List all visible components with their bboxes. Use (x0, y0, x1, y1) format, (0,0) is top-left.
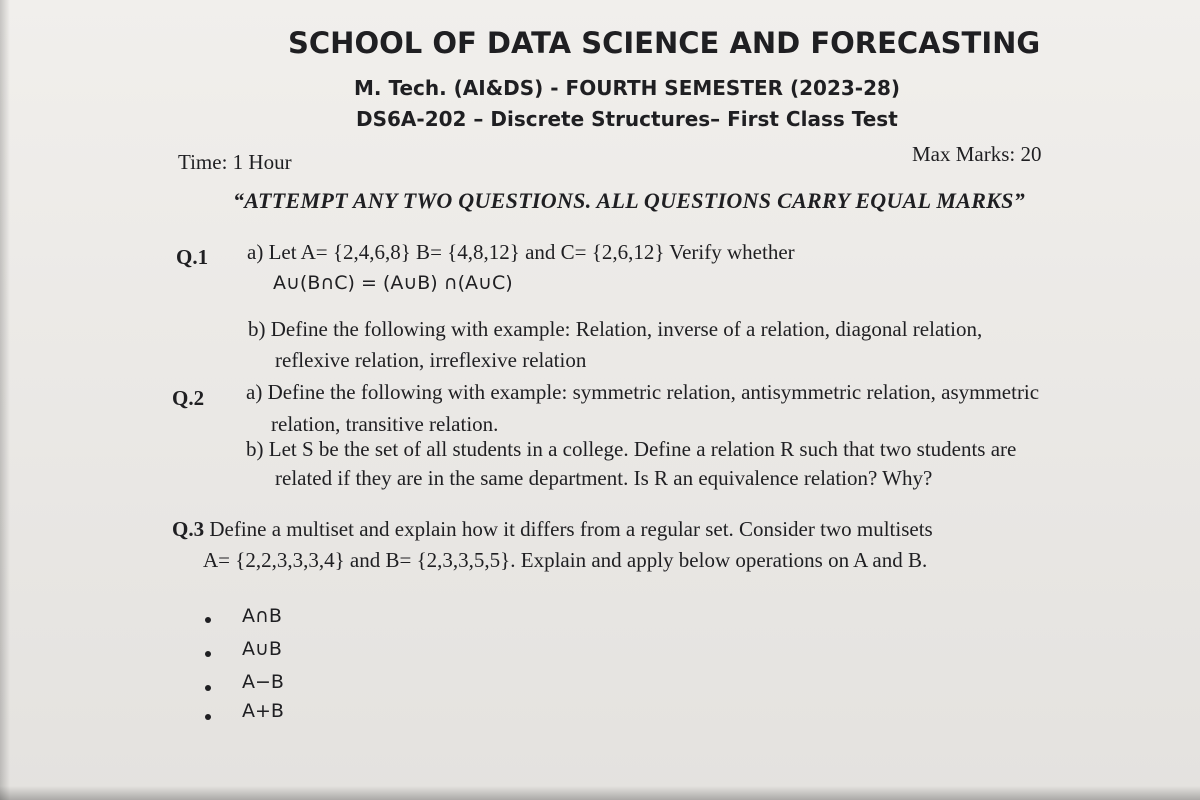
operation-union: A∪B (242, 638, 282, 660)
school-title: SCHOOL OF DATA SCIENCE AND FORECASTING (288, 26, 1041, 60)
question-1-label: Q.1 (176, 245, 209, 269)
operation-intersection: A∩B (242, 605, 282, 627)
max-marks: Max Marks: 20 (912, 142, 1042, 166)
bullet-icon (205, 714, 211, 720)
paper-bottom-edge-shadow (0, 786, 1200, 800)
question-2a-text-continued: relation, transitive relation. (271, 412, 499, 436)
question-2b-text: b) Let S be the set of all students in a college. Define a relation R such that two students are (246, 437, 1017, 461)
question-3-label: Q.3 (172, 517, 205, 541)
question-3-text-continued: A= {2,2,3,3,3,4} and B= {2,3,3,5,5}. Explain and apply below operations on A and B. (203, 548, 928, 572)
bullet-icon (205, 651, 211, 657)
question-1b-text-continued: reflexive relation, irreflexive relation (275, 348, 587, 372)
question-1a-text: a) Let A= {2,4,6,8} B= {4,8,12} and C= {2,6,12} Verify whether (247, 240, 795, 264)
course-line: DS6A-202 – Discrete Structures– First Class Test (356, 107, 898, 131)
question-3-text-body: Define a multiset and explain how it differs from a regular set. Consider two multisets (209, 517, 933, 541)
question-2-label: Q.2 (172, 386, 205, 410)
exam-instruction: “ATTEMPT ANY TWO QUESTIONS. ALL QUESTIONS CARRY EQUAL MARKS” (233, 188, 1025, 213)
question-2a-text: a) Define the following with example: symmetric relation, antisymmetric relation, asymmetric (246, 380, 1040, 404)
question-1b-text: b) Define the following with example: Relation, inverse of a relation, diagonal relation, (248, 317, 983, 341)
operation-difference: A−B (242, 671, 284, 693)
question-3-text (172, 517, 933, 542)
bullet-icon (205, 617, 211, 623)
question-2b-text-continued: related if they are in the same department. Is R an equivalence relation? Why? (275, 466, 933, 490)
operation-sum: A+B (242, 700, 284, 722)
time-duration: Time: 1 Hour (178, 150, 292, 174)
paper-left-edge-shadow (0, 0, 10, 800)
program-line: M. Tech. (AI&DS) - FOURTH SEMESTER (2023-28) (354, 76, 901, 100)
question-1a-equation: A∪(B∩C) = (A∪B) ∩(A∪C) (273, 272, 513, 294)
bullet-icon (205, 685, 211, 691)
